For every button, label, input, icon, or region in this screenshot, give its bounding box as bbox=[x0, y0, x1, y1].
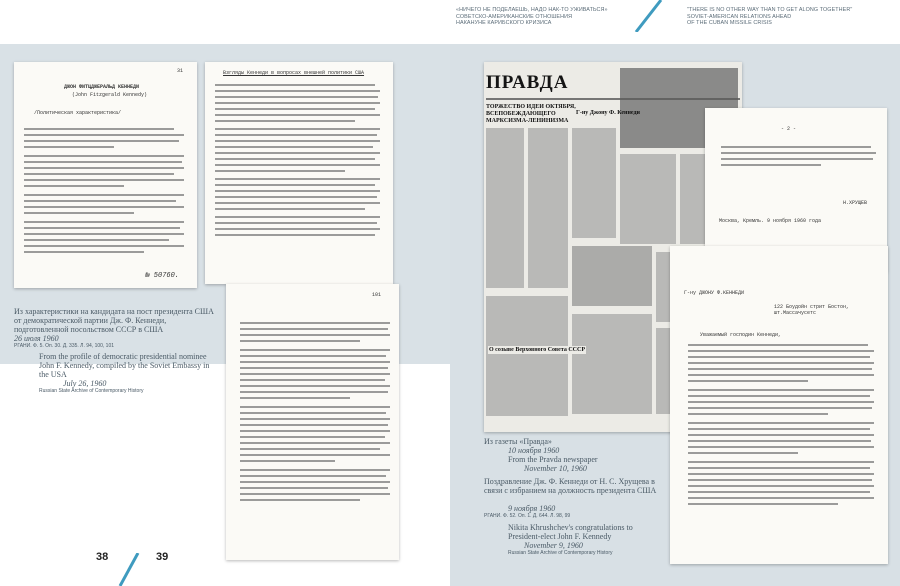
accent-slash-icon bbox=[118, 553, 140, 586]
caption-en: From the profile of democratic presidential nominee John F. Kennedy, compiled by the Soviet Embassy in the USA bbox=[39, 352, 210, 379]
document-profile-page-3 bbox=[226, 284, 399, 560]
caption-letter-en-date: November 9, 1960 bbox=[524, 541, 583, 550]
document-profile-page-2 bbox=[205, 62, 393, 284]
accent-slash-icon bbox=[633, 0, 663, 32]
document-title: ДЖОН ФИТЦДЖЕРАЛЬД КЕННЕДИ bbox=[64, 84, 140, 90]
caption-letter-en-archive: Russian State Archive of Contemporary History bbox=[508, 550, 613, 556]
document-body-text bbox=[205, 80, 393, 240]
page-mark: 31 bbox=[176, 68, 183, 74]
caption-paper-ru-date: 10 ноября 1960 bbox=[508, 446, 560, 455]
document-body-text bbox=[14, 124, 197, 257]
page-mark: 101 bbox=[371, 292, 381, 298]
running-header-en: "THERE IS NO OTHER WAY THAN TO GET ALONG TOGETHER" SOVIET-AMERICAN RELATIONS AHEAD OF THE CUBAN MISSILE CRISIS bbox=[687, 7, 853, 26]
caption-ru: Из характеристики на кандидата на пост президента США от демократической партии Дж. Ф. Кеннеди, подготовленной посольством СССР в США bbox=[14, 307, 214, 334]
caption-ru-date: 26 июля 1960 bbox=[14, 334, 59, 343]
caption-ru-archive: РГАНИ. Ф. 5. Оп. 30. Д. 335. Л. 94, 100, 101 bbox=[14, 343, 115, 349]
document-section: /Политическая характеристика/ bbox=[34, 110, 122, 116]
document-body-text bbox=[678, 340, 888, 509]
caption-paper-ru: Из газеты «Правда» bbox=[484, 437, 552, 446]
letter-signature: Н.ХРУЩЕВ bbox=[842, 200, 867, 206]
caption-paper-en-date: November 10, 1960 bbox=[524, 464, 587, 473]
page-number-right: 39 bbox=[156, 551, 169, 563]
letter-place-date: Москва, Кремль. 9 ноября 1960 года bbox=[719, 218, 822, 224]
archive-stamp-number: № 50760. bbox=[145, 272, 179, 280]
caption-en-date: July 26, 1960 bbox=[63, 379, 107, 388]
page-number-left: 38 bbox=[96, 551, 109, 563]
rule bbox=[486, 98, 740, 100]
khrushchev-letter-page-1 bbox=[670, 246, 888, 564]
document-subtitle: (John Fitzgerald Kennedy) bbox=[72, 92, 148, 98]
page-mark: - 2 - bbox=[781, 126, 797, 132]
caption-letter-ru-archive: РГАНИ. Ф. 52. Оп. 1. Д. 644. Л. 98, 99 bbox=[484, 513, 571, 519]
caption-letter-ru: Поздравление Дж. Ф. Кеннеди от Н. С. Хрущева в связи с избранием на должность президента США bbox=[484, 477, 657, 495]
newspaper-headline-main: ТОРЖЕСТВО ИДЕИ ОКТЯБРЯ, ВСЕПОБЕЖДАЮЩЕГО МАРКСИЗМА-ЛЕНИНИЗМА bbox=[486, 104, 576, 124]
letter-addressee: Г-ну ДЖОНУ Ф.КЕННЕДИ bbox=[684, 290, 745, 296]
caption-paper-en: From the Pravda newspaper bbox=[508, 455, 598, 464]
letter-address: 122 Боудойн стрит Бостон, шт.Массачусетс bbox=[774, 304, 850, 316]
newspaper-masthead: ПРАВДА bbox=[486, 72, 569, 93]
document-profile-page-1 bbox=[14, 62, 197, 288]
caption-letter-ru-date: 9 ноября 1960 bbox=[508, 504, 556, 513]
document-body-text bbox=[230, 318, 398, 505]
newspaper-headline-supreme-soviet: О созыве Верховного Совета СССР bbox=[489, 347, 585, 353]
document-heading: Взгляды Кеннеди в вопросах внешней политики США bbox=[223, 70, 365, 76]
letter-salutation: Уважаемый господин Кеннеди, bbox=[700, 332, 782, 338]
running-header-ru: «НИЧЕГО НЕ ПОДЕЛАЕШЬ, НАДО НАК-ТО УЖИВАТЬСЯ» СОВЕТСКО-АМЕРИКАНСКИЕ ОТНОШЕНИЯ НАКАНУНЕ КАРИБСКОГО КРИЗИСА bbox=[456, 7, 608, 26]
caption-en-archive: Russian State Archive of Contemporary History bbox=[39, 388, 144, 394]
caption-letter-en: Nikita Khrushchev's congratulations to President-elect John F. Kennedy bbox=[508, 523, 633, 541]
newspaper-headline-kennedy: Г-ну Джону Ф. Кеннеди bbox=[576, 110, 640, 116]
document-body-text bbox=[711, 142, 887, 170]
